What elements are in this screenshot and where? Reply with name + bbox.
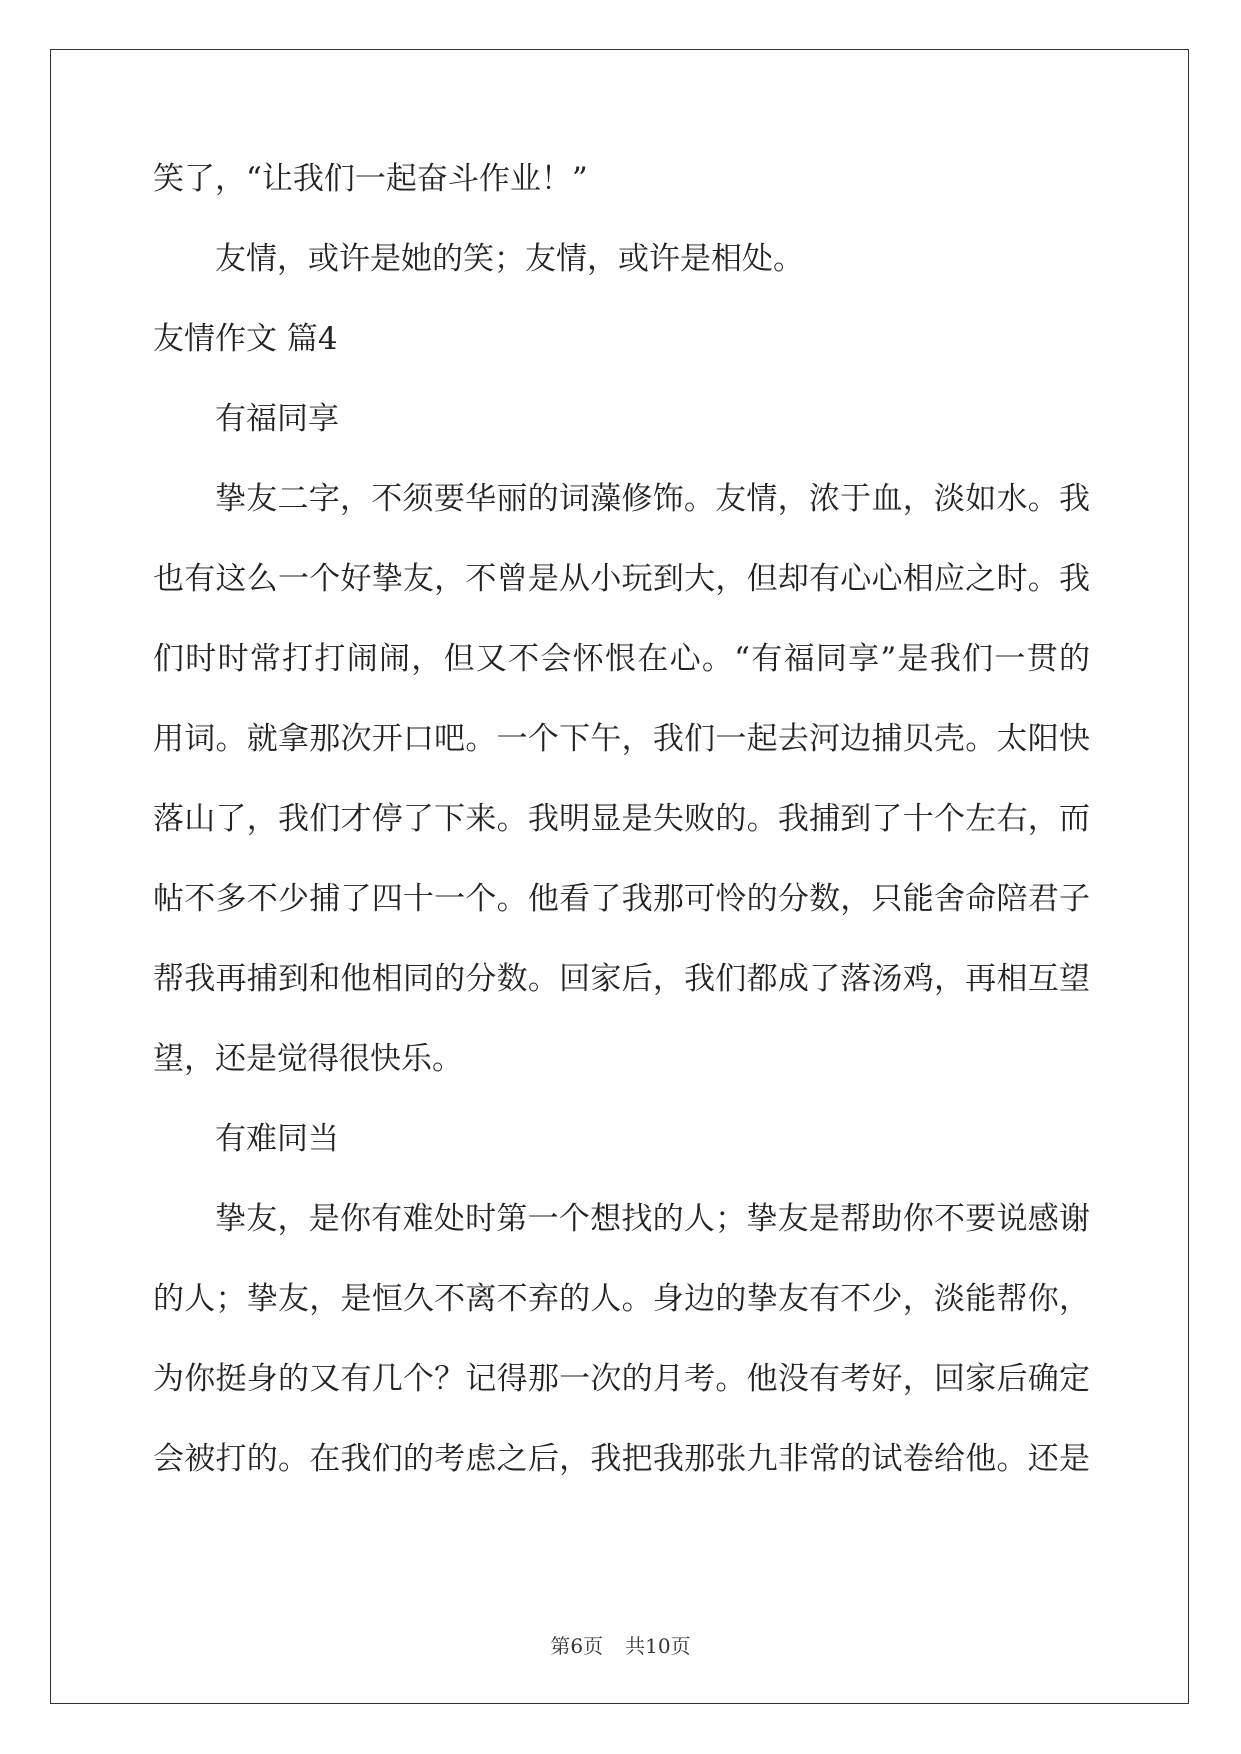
page-number: 第6页: [550, 1634, 604, 1658]
text-line: 的人；挚友，是恒久不离不弃的人。身边的挚友有不少，淡能帮你，: [153, 1281, 1090, 1317]
page-footer: [0, 1630, 1241, 1659]
text-line: 落山了，我们才停了下来。我明显是失败的。我捕到了十个左右，而: [153, 801, 1090, 837]
total-pages: 共10页: [625, 1634, 691, 1658]
text-line: 们时时常打打闹闹，但又不会怀恨在心。“有福同享”是我们一贯的: [153, 641, 1090, 677]
text-line: 笑了，“让我们一起奋斗作业！”: [153, 161, 588, 197]
text-line: 友情，或许是她的笑；友情，或许是相处。: [215, 241, 804, 277]
text-line: 望，还是觉得很快乐。: [153, 1041, 463, 1077]
text-line: 用词。就拿那次开口吧。一个下午，我们一起去河边捕贝壳。太阳快: [153, 721, 1090, 757]
text-line: 帮我再捕到和他相同的分数。回家后，我们都成了落汤鸡，再相互望: [153, 961, 1090, 997]
text-line: 帖不多不少捕了四十一个。他看了我那可怜的分数，只能舍命陪君子: [153, 881, 1090, 917]
text-line: 挚友二字，不须要华丽的词藻修饰。友情，浓于血，淡如水。我: [215, 481, 1090, 517]
text-line: 挚友，是你有难处时第一个想找的人；挚友是帮助你不要说感谢: [215, 1201, 1090, 1237]
subheading: 有难同当: [215, 1121, 339, 1157]
text-line: 为你挺身的又有几个？记得那一次的月考。他没有考好，回家后确定: [153, 1361, 1090, 1397]
text-line: 会被打的。在我们的考虑之后，我把我那张九非常的试卷给他。还是: [153, 1441, 1090, 1477]
section-heading: 友情作文 篇4: [153, 321, 338, 357]
document-body: [153, 159, 1093, 1479]
subheading: 有福同享: [215, 401, 339, 437]
text-line: 也有这么一个好挚友，不曾是从小玩到大，但却有心心相应之时。我: [153, 561, 1090, 597]
